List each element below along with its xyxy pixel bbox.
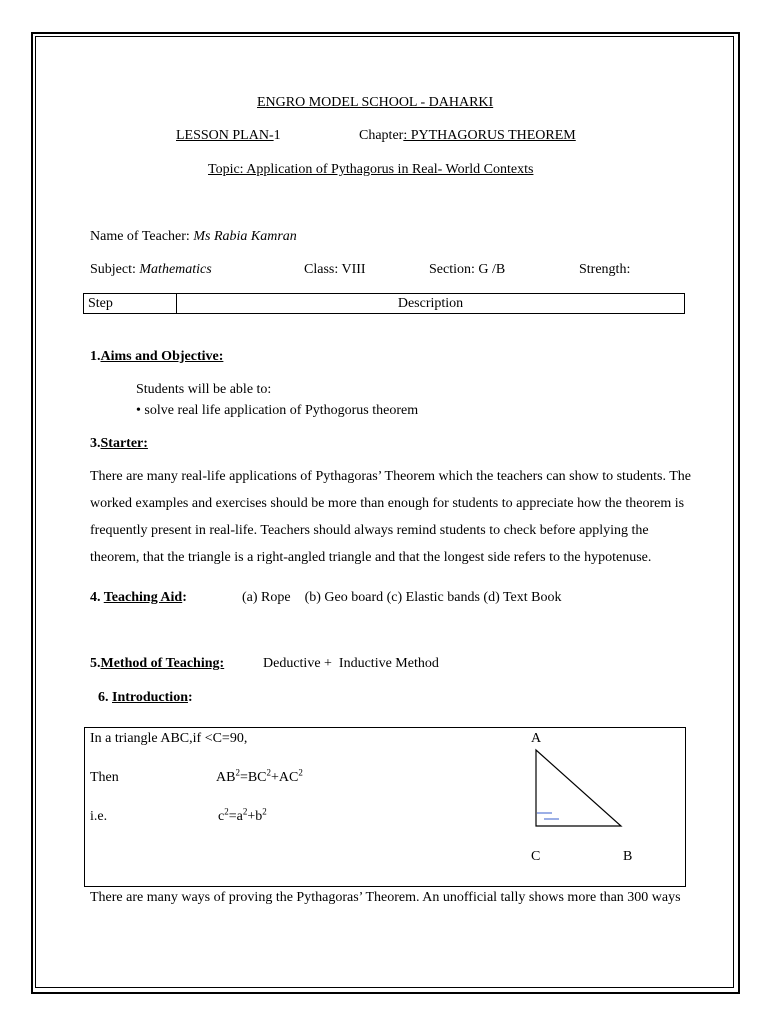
formula1-exp-1: 2 [235, 767, 240, 778]
introduction-title: Introduction [112, 690, 188, 705]
introduction-heading [98, 690, 193, 706]
introduction-colon: : [187, 690, 193, 705]
teacher-line [90, 229, 297, 245]
lesson-plan-title [176, 128, 281, 144]
ie-label: i.e. [90, 809, 108, 824]
chapter-value: : PYTHAGORUS THEOREM [403, 128, 576, 143]
formula1-term-ab: AB [216, 770, 236, 785]
formula2-term-a: =a [228, 809, 243, 824]
intro-line-1: In a triangle ABC,if <C=90, [90, 731, 248, 746]
aims-number: 1. [90, 349, 101, 364]
starter-line-1: There are many real-life applications of Pythagoras’ Theorem which the teachers can show to students. The [90, 469, 692, 484]
topic-line: Topic: Application of Pythagorus in Real- World Contexts [208, 162, 534, 177]
starter-title: Starter: [100, 436, 148, 451]
strength-text: Strength: [579, 262, 631, 277]
formula2-term-b: +b [247, 809, 263, 824]
subject-label: Subject: [90, 262, 140, 277]
formula1-exp-3: 2 [298, 767, 303, 778]
chapter-line [359, 128, 576, 144]
method-heading [90, 656, 224, 672]
right-triangle-diagram [530, 745, 630, 835]
chapter-label: Chapter [359, 128, 404, 143]
lesson-plan-label: LESSON PLAN- [176, 128, 274, 143]
starter-line-3: frequently present in real-life. Teachers should always remind students to check before applying the [90, 523, 649, 538]
formula2-exp-3: 2 [262, 806, 267, 817]
formula-pythagoras [216, 767, 303, 786]
vertex-label-a: A [531, 731, 542, 746]
formula1-term-bc: =BC [239, 770, 267, 785]
teacher-name: Ms Rabia Kamran [193, 229, 297, 244]
starter-heading [90, 436, 148, 452]
formula-short [218, 806, 267, 825]
school-name: ENGRO MODEL SCHOOL - DAHARKI [257, 95, 494, 110]
formula2-exp-1: 2 [224, 806, 229, 817]
then-label: Then [90, 770, 119, 785]
table-header-step: Step [84, 294, 177, 314]
formula1-exp-2: 2 [266, 767, 272, 778]
section-text: Section: G /B [429, 262, 506, 277]
teacher-label: Name of Teacher: [90, 229, 194, 244]
subject-value: Mathematics [139, 262, 212, 277]
lesson-number: 1 [273, 128, 281, 143]
table-header-description: Description [177, 294, 685, 314]
aims-title: Aims and Objective: [100, 349, 224, 364]
method-number: 5. [90, 656, 101, 671]
starter-number: 3. [90, 436, 101, 451]
method-value: Deductive + Inductive Method [263, 656, 439, 671]
teaching-aid-title: Teaching Aid [103, 590, 183, 605]
aims-heading [90, 349, 223, 365]
teaching-aid-value: (a) Rope (b) Geo board (c) Elastic bands (d) Text Book [242, 590, 562, 605]
formula2-exp-2: 2 [242, 806, 248, 817]
teaching-aid-colon: : [182, 590, 187, 605]
formula1-term-ac: +AC [271, 770, 299, 785]
starter-line-2: worked examples and exercises should be more than enough for students to appreciate how the theorem is [90, 496, 685, 511]
step-description-table [83, 293, 685, 314]
teaching-aid-number: 4. [90, 590, 104, 605]
subject-line [90, 262, 212, 278]
introduction-number: 6. [98, 690, 112, 705]
starter-line-4: theorem, that the triangle is a right-angled triangle and that the longest side refers to the hypotenuse. [90, 550, 652, 565]
teaching-aid-heading [90, 590, 187, 606]
vertex-label-c: C [531, 849, 541, 864]
closing-line: There are many ways of proving the Pythagoras’ Theorem. An unofficial tally shows more than 300 ways [90, 890, 681, 905]
triangle-shape [536, 750, 621, 826]
class-text: Class: VIII [304, 262, 366, 277]
formula2-term-c: c [218, 809, 225, 824]
aims-bullet: • solve real life application of Pythogorus theorem [136, 403, 419, 418]
method-title: Method of Teaching: [100, 656, 225, 671]
aims-intro: Students will be able to: [136, 382, 272, 397]
vertex-label-b: B [623, 849, 633, 864]
